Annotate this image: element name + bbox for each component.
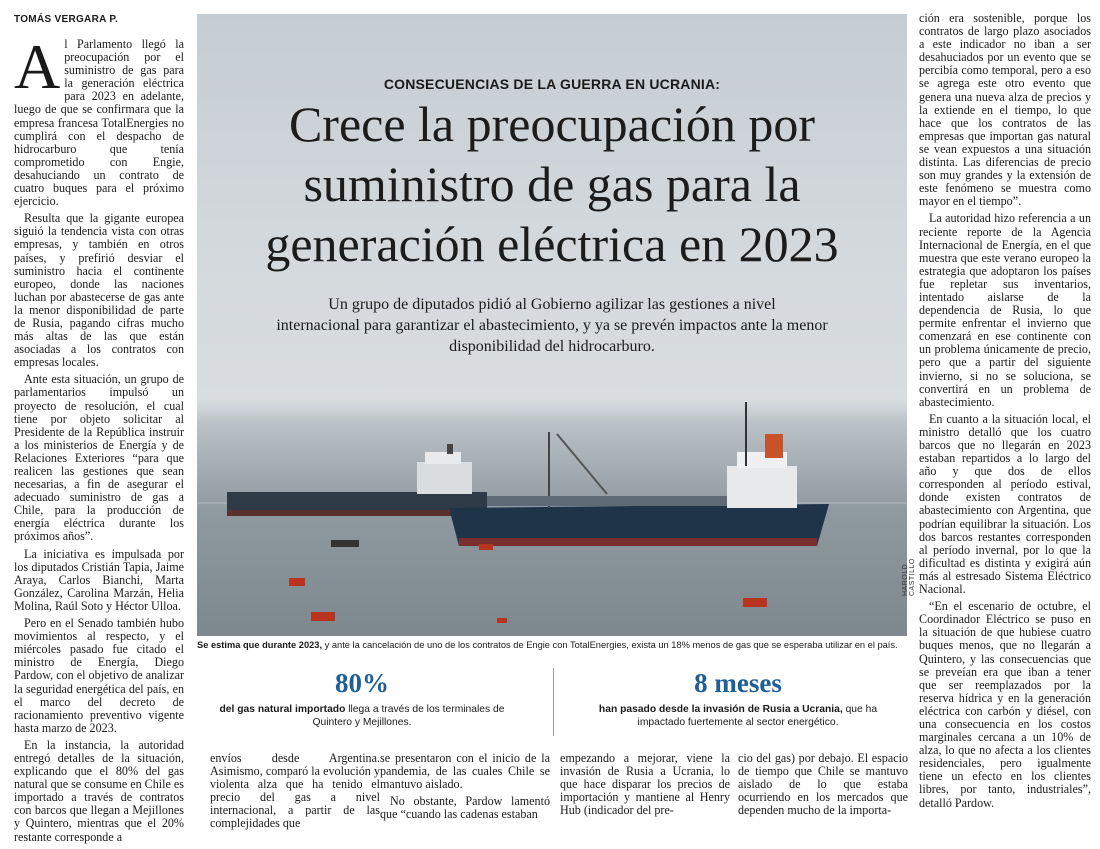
stat-value: 8 meses [694,668,782,698]
paragraph: Resulta que la gigante europea siguió la tendencia vista con otras empresas, y también en otros países, y prefirió desviar el suministro hacia el continente europeo, donde las naciones luchan por abastecerse de gas ante la menor disponibilidad de parte de Rusia, pagando cifras mucho más altas de las que están asociadas a los contratos con empresas locales. [14,211,184,370]
paragraph: En cuanto a la situación local, el ministro detalló que los cuatro barcos que no llegarán en 2023 estaban repartidos a lo largo del año y que dos de ellos corresponden al período estival, donde existen contratos de abastecimiento con Argentina, que podrían equilibrar la situación. Los dos barcos restantes corresponden al período invernal, por lo que la dificultad es distinta y exigirá aún más al estresado Sistema Eléctrico Nacional. [919,411,1091,597]
stat-divider [553,668,554,736]
dropcap: A [14,31,61,102]
stat-value: 80% [335,668,389,698]
lead-paragraph: Al Parlamento llegó la preocupación por el suministro de gas para la generación eléctrica para 2023 en adelante, luego de que se confirmara que la empresa francesa TotalEnergies no cumplirá con el despacho de hidrocarburo que tenía comprometido con Engie, desahuciando un contrato de cuatro buques para el próximo ejercicio. [14,31,184,209]
paragraph: En la instancia, la autoridad entregó detalles de la situación, explicando que el 80% del gas natural que se consume en Chile es importado a través de contratos con barcos que llegan a Mejillones y Quintero, mientras que el 20% restante corresponde a [14,737,184,844]
paragraph: Pero en el Senado también hubo movimientos al respecto, y el miércoles pasado fue citado el ministro de Energía, Diego Pardow, con el objetivo de analizar la seguridad energética del país, en el marco del decreto de racionamiento preventivo vigente hasta marzo de 2023. [14,616,184,735]
paragraph: ción era sostenible, porque los contratos de largo plazo asociados a este indicador no iban a ser desahuciados por un evento que se percibía como temporal, pero a eso se agrega este otro evento que genera una nueva alza de precios y la extiende en el tiempo, lo que hace que los contratos de las empresas que importan gas natural se vean expuestos a una situación distinta. Las diferencias de precio son muy grandes y la extensión de este fenómeno se muestra como mayor en el tiempo”. [919,11,1091,209]
paragraph: “En el escenario de octubre, el Coordinador Eléctrico se puso en la situación de que hubiese cuatro buques menos, que no llegarán a Quintero, y las consecuencias que se preveían era que iban a tener que ser reemplazados por la reserva hídrica y en la generación eléctrica con carbón y diésel, con una consecuencia en los costos marginales cercana a un 10% de alza, lo que no afecta a los clientes residenciales, pero igualmente tiene un efecto en los clientes libres, por tanto, industriales”, detalló Pardow. [919,599,1091,810]
stat-80-percent [212,668,512,729]
headline: Crece la preocupación por suministro de gas para la generación eléctrica en 2023 [265,96,839,272]
left-column [14,31,184,848]
paragraph: No obstante, Pardow lamentó que “cuando las cadenas estaban [380,794,550,822]
paragraph: La iniciativa es impulsada por los diputados Cristián Tapia, Jaime Araya, Carlos Bianchi, Marta González, Carolina Marzán, Helia Molina, Raúl Soto y Héctor Ulloa. [14,546,184,613]
photo-credit: HAROLD CASTILLO [902,558,916,596]
paragraph: empezando a mejorar, viene la invasión de Rusia a Ucrania, lo que hace disparar los precios de importación y mantiene al Henry Hub (indicador del pre- [560,751,730,818]
paragraph: La autoridad hizo referencia a un reciente reporte de la Agencia Internacional de Energía, en el que muestra que este verano europeo la estrategia que adoptaron los países fue repletar sus inventarios, intentado aislarse de la dependencia de Rusia, lo que permite enfrentar el invierno que comenzará en ese continente con un problema únicamente de precio, pero que a partir del siguiente invierno, si no se soluciona, se convertirá en un problema de abastecimiento. [919,211,1091,409]
stat-description: han pasado desde la invasión de Rusia a Ucrania, que ha impactado fuertemente al sector energético. [598,704,878,728]
stat-8-months [583,668,893,729]
byline: TOMÁS VERGARA P. [14,14,119,25]
paragraph: cio del gas) por debajo. El espacio de tiempo que Chile se mantuvo aislado de lo que estaba ocurriendo en los mercados que dependen mucho de la importa- [738,751,908,818]
bottom-column-4 [738,752,908,821]
stat-description: del gas natural importado llega a través de los terminales de Quintero y Mejillones. [219,704,505,728]
photo-caption: Se estima que durante 2023, y ante la cancelación de uno de los contratos de Engie con TotalEnergies, exista un 18% menos de gas que se esperaba utilizar en el país. [197,640,898,650]
hero-photo [197,14,916,636]
deck: Un grupo de diputados pidió al Gobierno agilizar las gestiones a nivel internacional para garantizar el abastecimiento, y ya se prevén impactos ante la menor disponibilidad del hidrocarburo. [276,296,828,355]
paragraph: envíos desde Argentina. Asimismo, comparó la evolución y violenta alza que ha tenido el precio del gas a nivel internacional, a partir de las complejidades que [210,751,380,831]
right-column [919,12,1091,814]
paragraph: se presentaron con el inicio de la pandemia, de las cuales Chile se mantuvo aislado. [380,751,550,792]
bottom-column-1 [210,752,380,835]
bottom-column-2 [380,752,550,825]
bottom-column-3 [560,752,730,821]
kicker: CONSECUENCIAS DE LA GUERRA EN UCRANIA: [383,76,721,92]
paragraph: Ante esta situación, un grupo de parlamentarios impulsó un proyecto de resolución, el cual tiene por objeto solicitar al Presidente de la República instruir a los ministerios de Energía y de Relaciones Exteriores “para que realicen las gestiones que sean necesarias, a fin de asegurar el adecuado suministro de gas a Chile, para la producción de energía eléctrica durante los próximos años”. [14,372,184,544]
